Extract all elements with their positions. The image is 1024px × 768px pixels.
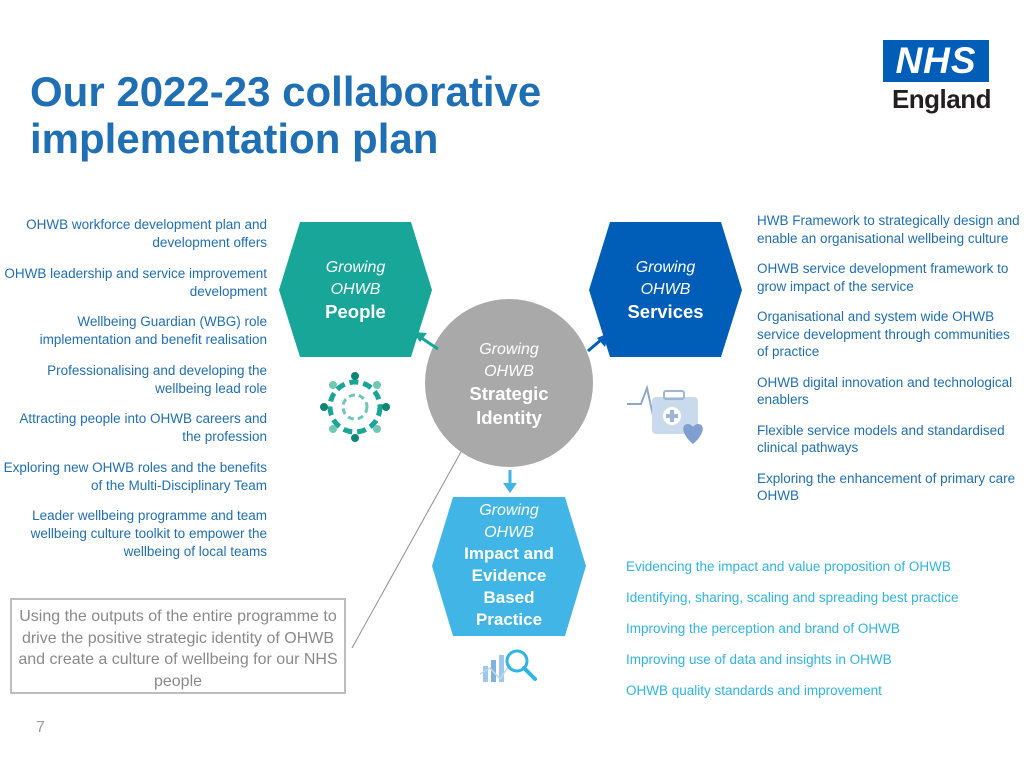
people-line3: People <box>325 301 386 322</box>
services-hexagon-label <box>589 257 742 324</box>
people-item: Leader wellbeing programme and team wellbeing culture toolkit to empower the wellbeing of local teams <box>30 508 267 559</box>
impact-line1: Growing <box>479 502 539 519</box>
people-item: OHWB leadership and service improvement development <box>4 265 267 299</box>
services-line1: Growing <box>635 259 696 276</box>
services-item: OHWB digital innovation and technological enablers <box>757 374 1013 407</box>
services-line3: Services <box>627 301 704 322</box>
impact-item: Evidencing the impact and value proposition of OHWB <box>626 559 951 574</box>
impact-line3: Impact and <box>464 544 554 563</box>
impact-line6: Practice <box>475 610 543 629</box>
people-item: Exploring new OHWB roles and the benefits of the Multi-Disciplinary Team <box>3 459 267 493</box>
people-item: Attracting people into OHWB careers and the profession <box>19 411 267 444</box>
services-line2: OHWB <box>640 280 691 298</box>
services-item: HWB Framework to strategically design and enable an organisational wellbeing culture <box>757 213 1020 246</box>
impact-item: OHWB quality standards and improvement <box>626 683 882 698</box>
people-item: Professionalising and developing the wellbeing lead role <box>47 362 267 396</box>
people-item: Wellbeing Guardian (WBG) role implementation and benefit realisation <box>39 314 267 347</box>
arrow-to-services-icon <box>588 333 609 351</box>
data-analysis-icon <box>480 651 535 682</box>
services-item: Exploring the enhancement of primary care OHWB <box>757 470 1016 503</box>
page-number: 7 <box>36 719 45 736</box>
services-item: Flexible service models and standardised clinical pathways <box>757 422 1005 455</box>
strategic-identity-note: Using the outputs of the entire programme to drive the positive strategic identity of OHWB and create a culture of wellbeing for our NHS people <box>10 598 346 694</box>
impact-line2: OHWB <box>484 523 534 541</box>
services-item: Organisational and system wide OHWB service development through communities of practice <box>757 309 1010 359</box>
people-line2: OHWB <box>330 280 381 298</box>
medical-kit-icon <box>627 388 703 444</box>
impact-line5: Based <box>483 588 535 607</box>
page-title: Our 2022-23 collaborative implementation plan <box>30 68 542 162</box>
identity-line4: Identity <box>476 407 542 428</box>
impact-hexagon-label <box>433 500 585 631</box>
identity-line2: OHWB <box>484 362 534 380</box>
impact-item: Improving the perception and brand of OHWB <box>626 621 900 636</box>
impact-item: Identifying, sharing, scaling and spreading best practice <box>626 590 959 605</box>
identity-circle-label <box>434 339 584 430</box>
people-item: OHWB workforce development plan and development offers <box>26 217 267 250</box>
services-item: OHWB service development framework to grow impact of the service <box>757 261 1009 294</box>
people-circle-icon <box>320 372 390 442</box>
identity-line3: Strategic <box>469 383 549 404</box>
impact-item: Improving use of data and insights in OHWB <box>626 652 892 667</box>
identity-line1: Growing <box>479 341 539 358</box>
nhs-logo-region: England <box>891 84 991 114</box>
people-hexagon-label <box>279 257 432 324</box>
people-line1: Growing <box>325 259 386 276</box>
nhs-logo-mark: NHS <box>883 40 989 82</box>
impact-line4: Evidence <box>471 566 547 585</box>
arrow-to-impact-icon <box>503 470 517 493</box>
